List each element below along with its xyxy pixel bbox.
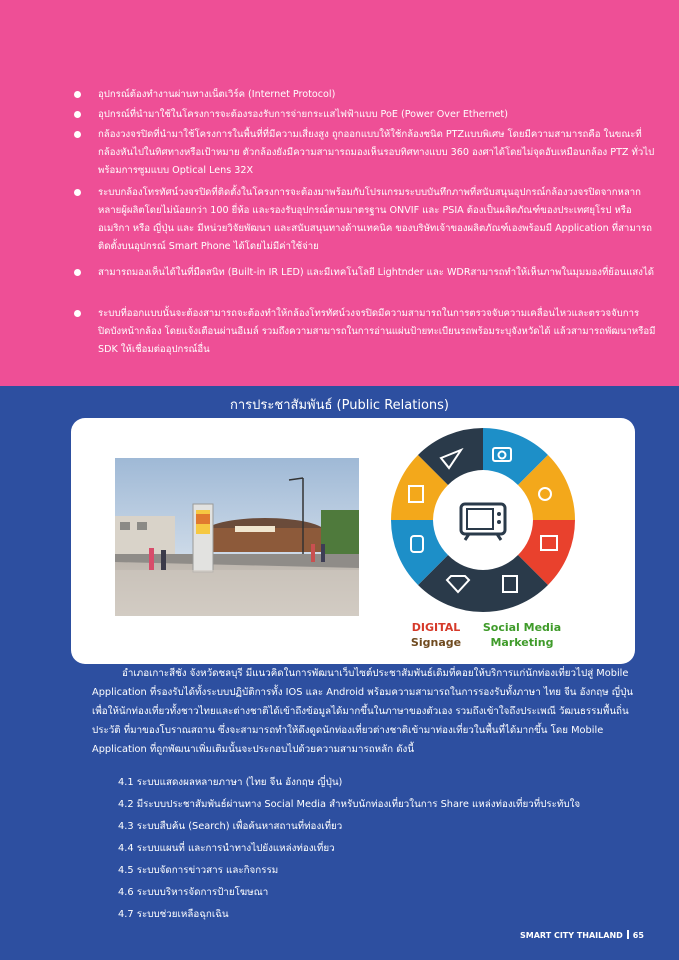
body-paragraph xyxy=(92,664,640,759)
bullet-text: อุปกรณ์ต้องทำงานผ่านทางเน็ตเวิร์ค (Internet Protocol) xyxy=(98,89,336,100)
bullet-dot xyxy=(74,189,81,196)
bullet-dot xyxy=(74,269,81,276)
feature-item: 4.7 ระบบช่วยเหลือฉุกเฉิน xyxy=(118,909,229,920)
service-wheel-graphic xyxy=(388,425,578,615)
feature-item: 4.3 ระบบสืบค้น (Search) เพื่อค้นหาสถานที่ท่องเที่ยว xyxy=(118,821,343,832)
feature-item: 4.4 ระบบแผนที่ และการนำทางไปยังแหล่งท่องเที่ยว xyxy=(118,843,335,854)
feature-item: 4.6 ระบบบริหารจัดการป้ายโฆษณา xyxy=(118,887,269,898)
digital-signage-label xyxy=(392,620,480,650)
social-label-line2: Marketing xyxy=(490,636,554,649)
body-paragraph-text: อำเภอเกาะสีชัง จังหวัดชลบุรี มีแนวคิดในการพัฒนาเว็บไซต์ประชาสัมพันธ์เดิมที่คอยให้บริการแก่นักท่องเที่ยวไปสู่ Mobile Application ที่รองรับได้ทั้งระบบปฏิบัติการทั้ง IOS และ Android พร้อมความสามารถในการรองรับทั้งภาษา ไทย จีน อังกฤษ ญี่ปุ่น เพื่อให้นักท่องเที่ยวทั้งชาวไทยและต่างชาติได้เข้าถึงข้อมูลได้มากขึ้นในภาษาของตัวเอง รวมถึงเข้าใจถึงประเพณี วัฒนธรรมพื้นถิ่น ประวัติ ที่มาของโบราณสถาน ซึ่งจะสามารถทำให้ดึงดูดนักท่องเที่ยวต่างชาติเข้ามาท่องเที่ยวในพื้นที่ได้มากขึ้น โดย Mobile Application ที่ถูกพัฒนาเพิ่มเติมนั้นจะประกอบไปด้วยความสามารถหลัก ดังนี้ xyxy=(92,668,633,755)
bullet-text: อุปกรณ์ที่นำมาใช้ในโครงการจะต้องรองรับการจ่ายกระแสไฟฟ้าแบบ PoE (Power Over Ethernet) xyxy=(98,109,508,120)
magazine-name: SMART CITY THAILAND xyxy=(520,931,623,940)
feature-item: 4.5 ระบบจัดการข่าวสาร และกิจกรรม xyxy=(118,865,279,876)
bullet-text: สามารถมองเห็นได้ในที่มืดสนิท (Built-in IR LED) และมีเทคโนโลยี Lightnder และ WDRสามารถทำให้เห็นภาพในมุมมองที่ย้อนแสงได้ xyxy=(98,267,655,278)
street-kiosk-photo xyxy=(115,458,359,616)
bullet-text: ระบบกล้องโทรทัศน์วงจรปิดที่ติดตั้งในโครงการจะต้องมาพร้อมกับโปรแกรมระบบบันทึกภาพที่สนับสนุนอุปกรณ์กล้องวงจรปิดจากหลากหลายผู้ผลิตโดยไม่น้อยกว่า 100 ยี่ห้อ และรองรับอุปกรณ์ตามมาตรฐาน ONVIF และ PSIA ต้องเป็นผลิตภัณฑ์ของประเทศยุโรป หรืออเมริกา หรือ ญี่ปุ่น และ มีหน่วยวิจัยพัฒนา และสนับสนุนทางด้านเทคนิค ของบริษัทเจ้าของผลิตภัณฑ์เองพร้อมมี Application ที่สามารถติดตั้งบนอุปกรณ์ Smart Phone ได้โดยไม่มีค่าใช้จ่าย xyxy=(98,187,652,252)
digital-label-line2: Signage xyxy=(410,636,462,649)
digital-label-line1: DIGITAL xyxy=(411,621,461,634)
bullet-dot xyxy=(74,131,81,138)
bullet-text: ระบบที่ออกแบบนั้นจะต้องสามารถจะต้องทำให้กล้องโทรทัศน์วงจรปิดมีความสามารถในการตรวจจับความเคลื่อนไหวและตรวจจับการปิดบังหน้ากล้อง โดยแจ้งเตือนผ่านอีเมล์ รวมถึงความสามารถในการอ่านแผ่นป้ายทะเบียนรถพร้อมระบุจังหวัดได้ แล้วสามารถพัฒนาหรือมี SDK ให้เชื่อมต่ออุปกรณ์อื่น xyxy=(98,308,656,355)
bullet-dot xyxy=(74,91,81,98)
page-footer xyxy=(520,930,644,940)
footer-divider xyxy=(627,930,629,939)
page-number: 65 xyxy=(632,931,644,940)
bullet-text: กล้องวงจรปิดที่นำมาใช้โครงการในพื้นที่ที่มีความเสี่ยงสูง ถูกออกแบบให้ใช้กล้องชนิด PTZแบบพิเศษ โดยมีความสามารถคือ ในขณะที่กล้องหันไปในทิศทางหรือเป้าหมาย ตัวกล้องยังมีความสามารถมองเห็นรอบทิศทางแบบ 360 องศาได้โดยไม่จุดอับเหมือนกล้อง PTZ ทั่วไปพร้อมการซูมแบบ Optical Lens 32X xyxy=(98,129,655,176)
social-media-label xyxy=(478,620,566,650)
bullet-dot xyxy=(74,310,81,317)
social-label-line1: Social Media xyxy=(482,621,562,634)
feature-item: 4.2 มีระบบประชาสัมพันธ์ผ่านทาง Social Media สำหรับนักท่องเที่ยวในการ Share แหล่งท่องเที่ยวที่ประทับใจ xyxy=(118,799,581,810)
public-relations-title: การประชาสัมพันธ์ (Public Relations) xyxy=(230,398,449,413)
bullet-dot xyxy=(74,111,81,118)
feature-item: 4.1 ระบบแสดงผลหลายภาษา (ไทย จีน อังกฤษ ญี่ปุ่น) xyxy=(118,777,343,788)
